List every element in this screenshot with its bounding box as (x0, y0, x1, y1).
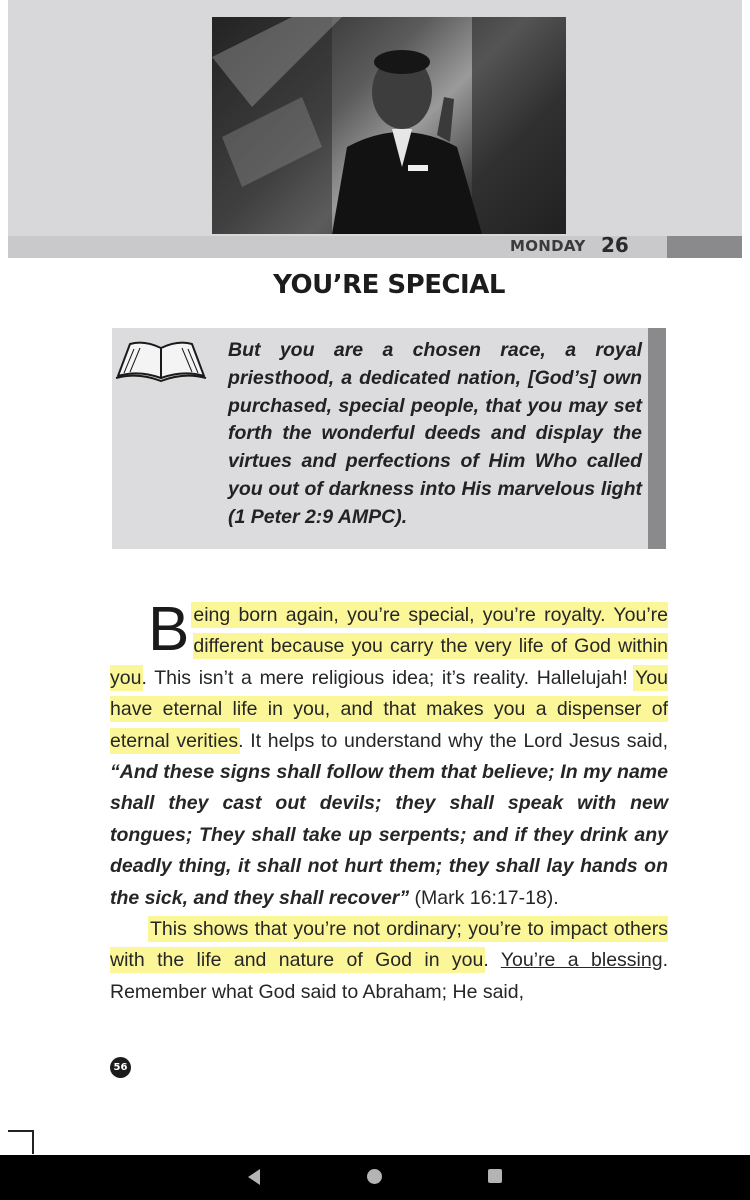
highlight-3: This shows that you’re not ordinary; you’re to impact others with the life and nature of God in you (110, 918, 668, 972)
text-run-1: . This isn’t a mere religious idea; it’s reality. Hallelujah! (141, 666, 636, 689)
page-title: YOU’RE SPECIAL (273, 270, 505, 300)
date-bar-accent (667, 236, 742, 258)
home-circle-icon[interactable] (367, 1169, 382, 1184)
underlined-text: You’re a blessing (500, 949, 663, 972)
author-photo (212, 17, 566, 234)
text-run-2: . It helps to understand why the Lord Jesus said, (238, 729, 668, 752)
paragraph-1 (110, 595, 668, 914)
text-run-3: . (483, 949, 501, 972)
text-run-4: . Remember what God said to Abraham; He said, (110, 949, 668, 1003)
scripture-reference: (Mark 16:17-18). (409, 886, 559, 909)
paragraph-2 (110, 914, 668, 1008)
recents-square-icon[interactable] (488, 1169, 502, 1183)
day-name: MONDAY (510, 237, 586, 255)
scripture-quote: “And these signs shall follow them that believe; In my name shall they cast out devils; they shall speak with new tongues; They shall take up serpents; and if they drink any deadly thing, it shall not hurt them; they shall lay hands on the sick, and they shall recover” (110, 761, 668, 909)
highlight-1: eing born again, you’re special, you’re royalty. You’re different because you carry the very life of God within you (110, 604, 668, 689)
crop-mark-bottom (8, 1130, 34, 1154)
devotional-body (110, 595, 668, 1008)
back-triangle-icon[interactable] (248, 1169, 260, 1185)
date-bar (8, 236, 742, 258)
drop-cap: B (148, 595, 190, 664)
verse-box-accent (648, 328, 666, 549)
page-number-badge: 56 (110, 1057, 131, 1078)
open-book-icon (114, 338, 208, 384)
scripture-verse: But you are a chosen race, a royal priesthood, a dedicated nation, [God’s] own purchased, special people, that you may set forth the wonderful deeds and display the virtues and perfections of Him Who called you out of darkness into His marvelous light (1 Peter 2:9 AMPC). (228, 339, 642, 528)
day-number: 26 (601, 233, 629, 257)
highlight-2: You have eternal life in you, and that makes you a dispenser of eternal verities (110, 666, 668, 752)
